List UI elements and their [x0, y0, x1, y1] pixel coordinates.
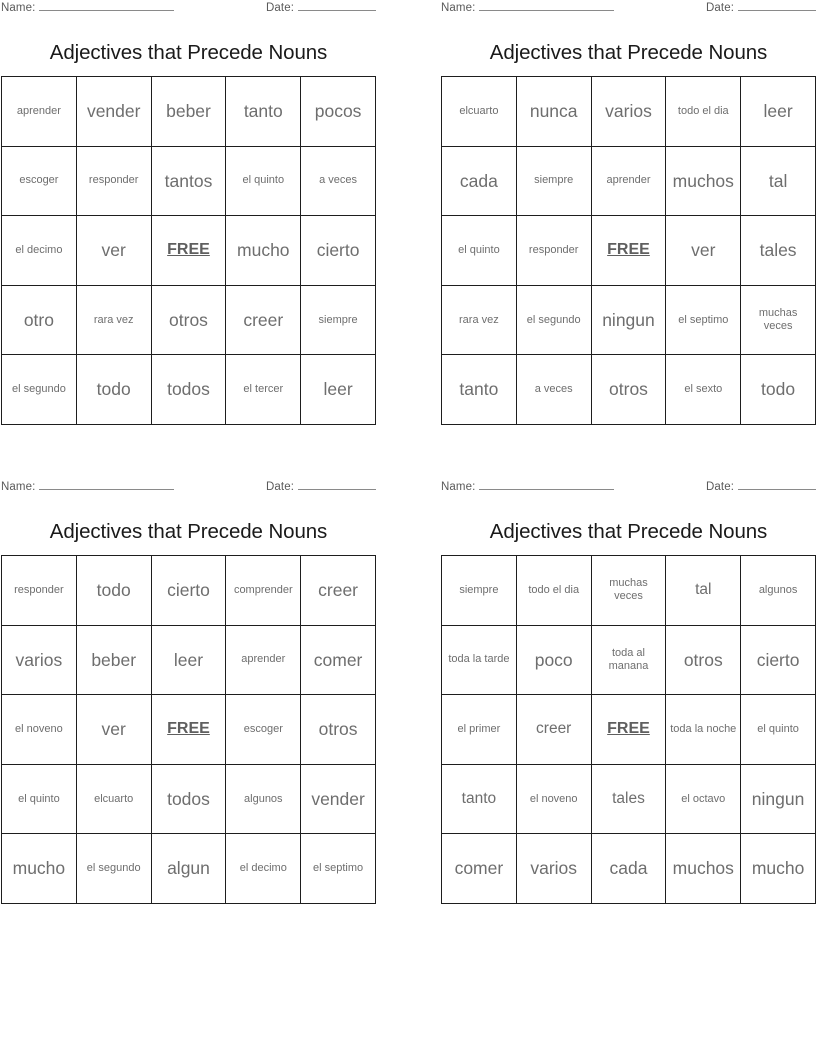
table-row — [442, 625, 816, 695]
bingo-cell[interactable]: tales — [591, 764, 666, 834]
bingo-cell[interactable]: el quinto — [442, 216, 517, 286]
bingo-cell[interactable]: rara vez — [76, 285, 151, 355]
table-row — [2, 77, 376, 147]
bingo-cell[interactable]: todos — [151, 764, 226, 834]
bingo-cell[interactable]: el primer — [442, 695, 517, 765]
date-label: Date: — [266, 481, 294, 493]
bingo-cell[interactable]: creer — [226, 285, 301, 355]
bingo-cell[interactable]: poco — [516, 625, 591, 695]
bingo-cell[interactable]: el quinto — [226, 146, 301, 216]
bingo-cell[interactable]: ver — [666, 216, 741, 286]
name-label: Name: — [441, 481, 476, 493]
bingo-cell[interactable]: responder — [76, 146, 151, 216]
bingo-cell[interactable]: tanto — [442, 764, 517, 834]
bingo-cell[interactable]: varios — [591, 77, 666, 147]
bingo-cell[interactable]: el sexto — [666, 355, 741, 425]
bingo-cell[interactable]: nunca — [516, 77, 591, 147]
table-row — [442, 146, 816, 216]
bingo-cell[interactable]: otros — [591, 355, 666, 425]
bingo-cell[interactable]: el noveno — [2, 695, 77, 765]
bingo-cell[interactable]: cierto — [301, 216, 376, 286]
bingo-cell[interactable]: todos — [151, 355, 226, 425]
bingo-cell[interactable]: algunos — [226, 764, 301, 834]
table-row — [2, 556, 376, 626]
bingo-cell[interactable]: el decimo — [226, 834, 301, 904]
bingo-card-top-left — [1, 0, 376, 425]
page-title: Adjectives that Precede Nouns — [49, 520, 328, 543]
date-blank-line[interactable] — [738, 479, 816, 490]
bingo-cell[interactable]: todo el dia — [516, 556, 591, 626]
bingo-cell[interactable]: otros — [666, 625, 741, 695]
bingo-cell[interactable]: escoger — [226, 695, 301, 765]
bingo-cell[interactable]: otros — [301, 695, 376, 765]
table-row — [2, 764, 376, 834]
bingo-cell[interactable]: comprender — [226, 556, 301, 626]
table-row — [442, 695, 816, 765]
name-date-row — [441, 0, 816, 20]
bingo-cell[interactable]: a veces — [301, 146, 376, 216]
bingo-cell[interactable]: beber — [151, 77, 226, 147]
bingo-card-bottom-right — [441, 479, 816, 904]
bingo-cell[interactable]: el segundo — [516, 285, 591, 355]
page-title: Adjectives that Precede Nouns — [489, 520, 768, 543]
name-date-row — [1, 479, 376, 499]
bingo-cell[interactable]: escoger — [2, 146, 77, 216]
bingo-cell[interactable]: el quinto — [741, 695, 816, 765]
bingo-cell[interactable]: leer — [151, 625, 226, 695]
bingo-card-bottom-left — [1, 479, 376, 904]
bingo-cell[interactable]: siempre — [301, 285, 376, 355]
bingo-cell[interactable]: ningun — [591, 285, 666, 355]
bingo-grid — [1, 555, 376, 904]
bingo-cell[interactable]: tales — [741, 216, 816, 286]
date-blank-line[interactable] — [738, 0, 816, 11]
bingo-cell[interactable]: aprender — [591, 146, 666, 216]
bingo-cell[interactable]: el septimo — [301, 834, 376, 904]
bingo-cell[interactable]: varios — [516, 834, 591, 904]
bingo-cell[interactable]: a veces — [516, 355, 591, 425]
bingo-cell[interactable]: siempre — [442, 556, 517, 626]
page-title: Adjectives that Precede Nouns — [49, 41, 328, 64]
bingo-cell[interactable]: mucho — [741, 834, 816, 904]
bingo-cell[interactable]: el octavo — [666, 764, 741, 834]
bingo-cell[interactable]: ver — [76, 216, 151, 286]
bingo-grid — [441, 76, 816, 425]
bingo-cell[interactable]: rara vez — [442, 285, 517, 355]
bingo-cell[interactable]: ningun — [741, 764, 816, 834]
name-label: Name: — [1, 2, 36, 14]
table-row — [442, 764, 816, 834]
name-blank-line[interactable] — [39, 0, 174, 11]
bingo-cell[interactable]: muchas veces — [741, 285, 816, 355]
bingo-cell[interactable]: muchas veces — [591, 556, 666, 626]
table-row — [442, 285, 816, 355]
bingo-cell[interactable]: tal — [666, 556, 741, 626]
bingo-cell[interactable]: tantos — [151, 146, 226, 216]
table-row — [2, 695, 376, 765]
bingo-cell[interactable]: muchos — [666, 834, 741, 904]
name-date-row — [1, 0, 376, 20]
bingo-grid — [441, 555, 816, 904]
bingo-cell[interactable]: creer — [301, 556, 376, 626]
bingo-cell[interactable]: mucho — [2, 834, 77, 904]
bingo-cell[interactable]: el septimo — [666, 285, 741, 355]
bingo-cell[interactable]: mucho — [226, 216, 301, 286]
bingo-cell-free[interactable]: FREE — [151, 216, 226, 286]
bingo-cell[interactable]: aprender — [226, 625, 301, 695]
date-blank-line[interactable] — [298, 0, 376, 11]
bingo-card-top-right — [441, 0, 816, 425]
table-row — [442, 355, 816, 425]
table-row — [2, 834, 376, 904]
bingo-cell[interactable]: varios — [2, 625, 77, 695]
bingo-cell[interactable]: elcuarto — [76, 764, 151, 834]
date-label: Date: — [706, 2, 734, 14]
bingo-cell[interactable]: tal — [741, 146, 816, 216]
bingo-cell[interactable]: tanto — [226, 77, 301, 147]
date-label: Date: — [706, 481, 734, 493]
bingo-cell[interactable]: todo — [76, 556, 151, 626]
bingo-cell[interactable]: elcuarto — [442, 77, 517, 147]
bingo-cell[interactable]: vender — [301, 764, 376, 834]
bingo-cell-free[interactable]: FREE — [591, 216, 666, 286]
name-blank-line[interactable] — [39, 479, 174, 490]
table-row — [2, 285, 376, 355]
date-blank-line[interactable] — [298, 479, 376, 490]
bingo-cell[interactable]: leer — [301, 355, 376, 425]
bingo-cell-free[interactable]: FREE — [591, 695, 666, 765]
bingo-cell[interactable]: el noveno — [516, 764, 591, 834]
bingo-cell[interactable]: cierto — [151, 556, 226, 626]
table-row — [442, 556, 816, 626]
bingo-cell[interactable]: todo el dia — [666, 77, 741, 147]
table-row — [442, 834, 816, 904]
bingo-cell[interactable]: creer — [516, 695, 591, 765]
table-row — [2, 625, 376, 695]
table-row — [442, 216, 816, 286]
bingo-cell-free[interactable]: FREE — [151, 695, 226, 765]
bingo-cell[interactable]: cada — [591, 834, 666, 904]
bingo-cell[interactable]: todo — [741, 355, 816, 425]
bingo-cell[interactable]: siempre — [516, 146, 591, 216]
bingo-cell[interactable]: el quinto — [2, 764, 77, 834]
bingo-cell[interactable]: el tercer — [226, 355, 301, 425]
bingo-cell[interactable]: algun — [151, 834, 226, 904]
name-label: Name: — [441, 2, 476, 14]
table-row — [442, 77, 816, 147]
name-label: Name: — [1, 481, 36, 493]
bingo-cell[interactable]: cierto — [741, 625, 816, 695]
name-blank-line[interactable] — [479, 0, 614, 11]
bingo-cell[interactable]: pocos — [301, 77, 376, 147]
bingo-cell[interactable]: todo — [76, 355, 151, 425]
bingo-cell[interactable]: tanto — [442, 355, 517, 425]
bingo-grid — [1, 76, 376, 425]
table-row — [2, 146, 376, 216]
bingo-cell[interactable]: vender — [76, 77, 151, 147]
bingo-cell[interactable]: comer — [442, 834, 517, 904]
bingo-cell[interactable]: comer — [301, 625, 376, 695]
bingo-cell[interactable]: muchos — [666, 146, 741, 216]
bingo-cell[interactable]: el segundo — [2, 355, 77, 425]
name-blank-line[interactable] — [479, 479, 614, 490]
bingo-cell[interactable]: el decimo — [2, 216, 77, 286]
bingo-cell[interactable]: beber — [76, 625, 151, 695]
bingo-cell[interactable]: responder — [516, 216, 591, 286]
bingo-cell[interactable]: aprender — [2, 77, 77, 147]
page-title: Adjectives that Precede Nouns — [489, 41, 768, 64]
name-date-row — [441, 479, 816, 499]
bingo-cell[interactable]: responder — [2, 556, 77, 626]
bingo-cell[interactable]: toda al manana — [591, 625, 666, 695]
bingo-cell[interactable]: toda la tarde — [442, 625, 517, 695]
bingo-cell[interactable]: algunos — [741, 556, 816, 626]
bingo-cell[interactable]: toda la noche — [666, 695, 741, 765]
bingo-cell[interactable]: leer — [741, 77, 816, 147]
bingo-cell[interactable]: otros — [151, 285, 226, 355]
bingo-cell[interactable]: ver — [76, 695, 151, 765]
date-label: Date: — [266, 2, 294, 14]
bingo-cell[interactable]: el segundo — [76, 834, 151, 904]
table-row — [2, 216, 376, 286]
table-row — [2, 355, 376, 425]
bingo-cell[interactable]: cada — [442, 146, 517, 216]
bingo-cell[interactable]: otro — [2, 285, 77, 355]
